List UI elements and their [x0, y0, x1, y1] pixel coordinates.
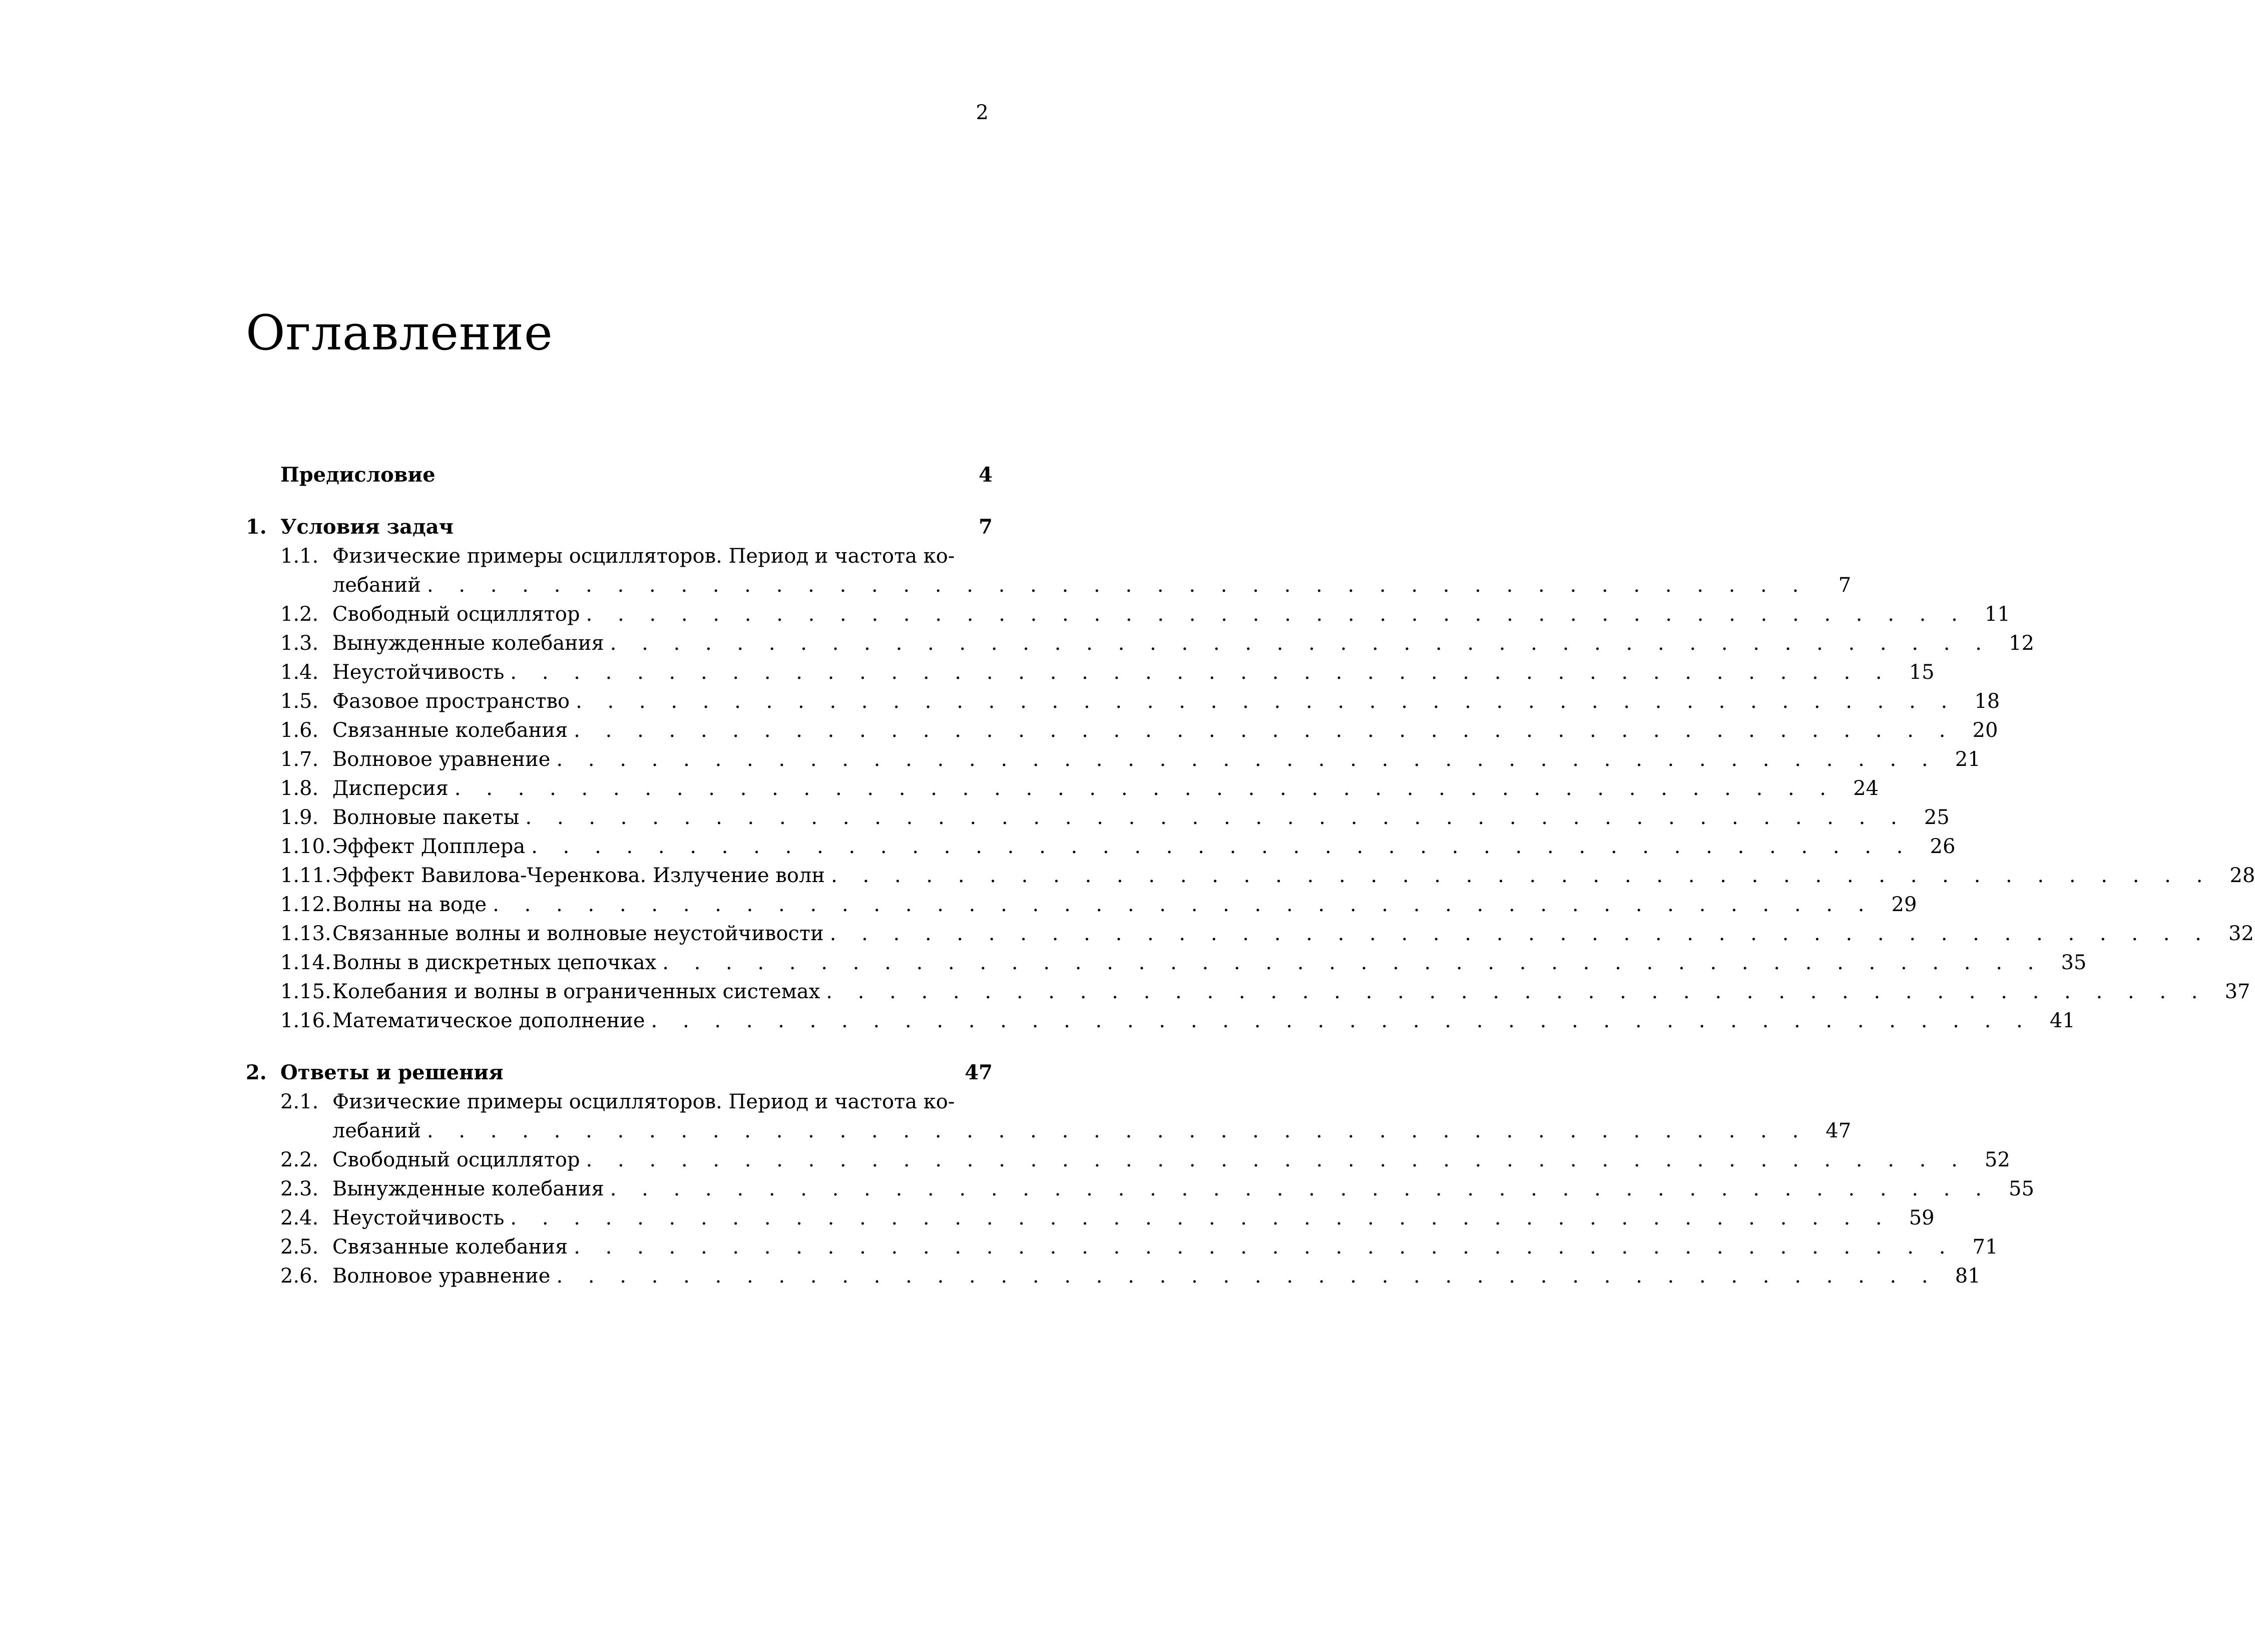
toc-entry[interactable] — [246, 542, 1852, 600]
toc-entry[interactable] — [246, 861, 2255, 890]
section-title: Волновое уравнение — [332, 1265, 551, 1288]
section-title: Эффект Допплера — [332, 835, 526, 858]
section-page: 11 — [1984, 603, 2010, 626]
section-number: 1.13. — [280, 922, 331, 945]
section-number: 2.6. — [280, 1265, 319, 1288]
dot-leader: . . . . . . . . . . . . . . . . . . . . . . . . . . . . . . . . . . . . . . . . . . . . — [531, 835, 1913, 858]
section-title: Колебания и волны в ограниченных системах — [332, 980, 820, 1003]
page-number: 2 — [976, 101, 989, 124]
section-page: 81 — [1955, 1265, 1981, 1288]
chapter-number: 1. — [246, 515, 267, 539]
chapter-number: 2. — [246, 1061, 267, 1084]
section-number: 1.14. — [280, 951, 331, 974]
dot-leader: . . . . . . . . . . . . . . . . . . . . . . . . . . . . . . . . . . . . . . . . . . . . — [427, 1119, 1809, 1142]
section-title: Связанные колебания — [332, 1235, 568, 1259]
section-page: 18 — [1974, 690, 2000, 713]
dot-leader: . . . . . . . . . . . . . . . . . . . . . . . . . . . . . . . . . . . . . . . . . . . . — [576, 690, 1957, 713]
dot-leader: . . . . . . . . . . . . . . . . . . . . . . . . . . . . . . . . . . . . . . . . . . . . — [574, 719, 1955, 742]
section-title: Неустойчивость — [332, 1206, 505, 1229]
toc-entry[interactable] — [246, 658, 1935, 687]
dot-leader: . . . . . . . . . . . . . . . . . . . . . . . . . . . . . . . . . . . . . . . . . . . . — [586, 1148, 1967, 1171]
section-number: 1.12. — [280, 893, 331, 916]
chapter-page: 7 — [979, 515, 993, 539]
toc-entry[interactable] — [246, 890, 1917, 919]
toc-entry[interactable] — [246, 600, 2010, 629]
section-title: Неустойчивость — [332, 661, 505, 684]
section-number: 1.8. — [280, 777, 319, 800]
section-number: 2.2. — [280, 1148, 319, 1171]
section-page: 71 — [1972, 1235, 1998, 1259]
dot-leader: . . . . . . . . . . . . . . . . . . . . . . . . . . . . . . . . . . . . . . . . . . . . — [427, 574, 1809, 597]
section-number: 1.9. — [280, 806, 319, 829]
section-page: 7 — [1838, 574, 1852, 597]
section-title: Свободный осциллятор — [332, 603, 580, 626]
toc-entry[interactable] — [246, 687, 2000, 716]
section-number: 1.7. — [280, 748, 319, 771]
toc-entry[interactable] — [246, 716, 1998, 745]
section-title: Связанные волны и волновые неустойчивости — [332, 922, 824, 945]
section-number: 1.10. — [280, 835, 331, 858]
dot-leader: . . . . . . . . . . . . . . . . . . . . . . . . . . . . . . . . . . . . . . . . . . . . — [574, 1235, 1955, 1259]
dot-leader: . . . . . . . . . . . . . . . . . . . . . . . . . . . . . . . . . . . . . . . . . . . . — [610, 1177, 1991, 1200]
dot-leader: . . . . . . . . . . . . . . . . . . . . . . . . . . . . . . . . . . . . . . . . . . . . — [493, 893, 1874, 916]
section-title: Волновые пакеты — [332, 806, 520, 829]
toc-entry[interactable] — [246, 1232, 1998, 1262]
section-number: 2.4. — [280, 1206, 319, 1229]
section-number: 1.15. — [280, 980, 331, 1003]
section-title: Физические примеры осцилляторов. Период и частота ко- — [332, 545, 955, 568]
section-title: Волны в дискретных цепочках — [332, 951, 657, 974]
section-title-continuation: лебаний — [332, 1119, 421, 1142]
section-title: Свободный осциллятор — [332, 1148, 580, 1171]
section-page: 52 — [1984, 1148, 2010, 1171]
table-of-contents — [246, 461, 2255, 1291]
dot-leader: . . . . . . . . . . . . . . . . . . . . . . . . . . . . . . . . . . . . . . . . . . . . — [826, 980, 2207, 1003]
toc-entry[interactable] — [246, 629, 2034, 658]
section-number: 1.11. — [280, 864, 331, 887]
toc-entry[interactable] — [246, 1262, 1981, 1291]
toc-chapter-2[interactable] — [246, 1058, 993, 1087]
section-number: 2.3. — [280, 1177, 319, 1200]
section-page: 55 — [2009, 1177, 2034, 1200]
dot-leader: . . . . . . . . . . . . . . . . . . . . . . . . . . . . . . . . . . . . . . . . . . . . — [454, 777, 1836, 800]
toc-entry[interactable] — [246, 1087, 1852, 1145]
section-page: 21 — [1955, 748, 1981, 771]
dot-leader: . . . . . . . . . . . . . . . . . . . . . . . . . . . . . . . . . . . . . . . . . . . . — [831, 864, 2212, 887]
chapter-page: 47 — [965, 1061, 993, 1084]
section-page: 25 — [1924, 806, 1950, 829]
section-title: Связанные колебания — [332, 719, 568, 742]
section-title: Физические примеры осцилляторов. Период и частота ко- — [332, 1090, 955, 1113]
section-number: 2.5. — [280, 1235, 319, 1259]
section-title: Фазовое пространство — [332, 690, 570, 713]
toc-entry[interactable] — [246, 1006, 2075, 1035]
dot-leader: . . . . . . . . . . . . . . . . . . . . . . . . . . . . . . . . . . . . . . . . . . . . — [556, 1265, 1938, 1288]
toc-entry[interactable] — [246, 1174, 2034, 1203]
toc-chapter-1[interactable] — [246, 513, 993, 542]
toc-entry[interactable] — [246, 774, 1879, 803]
toc-entry-page: 4 — [979, 463, 993, 487]
section-page: 24 — [1853, 777, 1879, 800]
toc-entry[interactable] — [246, 977, 2250, 1006]
section-number: 1.1. — [280, 545, 319, 568]
dot-leader: . . . . . . . . . . . . . . . . . . . . . . . . . . . . . . . . . . . . . . . . . . . . — [651, 1009, 2032, 1032]
section-page: 12 — [2009, 632, 2034, 655]
section-page: 32 — [2228, 922, 2254, 945]
toc-entry[interactable] — [246, 803, 1950, 832]
section-title: Математическое дополнение — [332, 1009, 645, 1032]
section-number: 1.2. — [280, 603, 319, 626]
dot-leader: . . . . . . . . . . . . . . . . . . . . . . . . . . . . . . . . . . . . . . . . . . . . — [510, 1206, 1892, 1229]
dot-leader: . . . . . . . . . . . . . . . . . . . . . . . . . . . . . . . . . . . . . . . . . . . . — [556, 748, 1938, 771]
toc-entry[interactable] — [246, 1203, 1935, 1232]
dot-leader: . . . . . . . . . . . . . . . . . . . . . . . . . . . . . . . . . . . . . . . . . . . . — [586, 603, 1967, 626]
section-page: 35 — [2061, 951, 2087, 974]
section-page: 37 — [2224, 980, 2250, 1003]
section-number: 1.6. — [280, 719, 319, 742]
toc-entry[interactable] — [246, 919, 2254, 948]
dot-leader: . . . . . . . . . . . . . . . . . . . . . . . . . . . . . . . . . . . . . . . . . . . . — [610, 632, 1991, 655]
section-page: 59 — [1909, 1206, 1935, 1229]
section-page: 47 — [1826, 1119, 1852, 1142]
dot-leader: . . . . . . . . . . . . . . . . . . . . . . . . . . . . . . . . . . . . . . . . . . . . — [829, 922, 2211, 945]
toc-entry[interactable] — [246, 1145, 2010, 1174]
dot-leader: . . . . . . . . . . . . . . . . . . . . . . . . . . . . . . . . . . . . . . . . . . . . — [510, 661, 1892, 684]
chapter-title: Условия задач — [280, 515, 454, 539]
section-title: Дисперсия — [332, 777, 448, 800]
toc-title: Оглавление — [246, 305, 553, 361]
toc-entry[interactable] — [246, 745, 1981, 774]
toc-entry[interactable] — [246, 832, 1956, 861]
section-title-continuation: лебаний — [332, 574, 421, 597]
section-number: 1.4. — [280, 661, 319, 684]
toc-entry[interactable] — [246, 948, 2087, 977]
section-page: 26 — [1930, 835, 1956, 858]
section-page: 20 — [1972, 719, 1998, 742]
section-title: Волновое уравнение — [332, 748, 551, 771]
chapter-title: Ответы и решения — [280, 1061, 504, 1084]
toc-entry-preface[interactable] — [246, 461, 993, 490]
dot-leader: . . . . . . . . . . . . . . . . . . . . . . . . . . . . . . . . . . . . . . . . . . . . — [525, 806, 1907, 829]
section-number: 1.3. — [280, 632, 319, 655]
section-page: 28 — [2229, 864, 2255, 887]
section-title: Волны на воде — [332, 893, 487, 916]
section-page: 41 — [2049, 1009, 2075, 1032]
section-title: Вынужденные колебания — [332, 632, 604, 655]
section-number: 2.1. — [280, 1090, 319, 1113]
section-title: Вынужденные колебания — [332, 1177, 604, 1200]
section-page: 29 — [1891, 893, 1917, 916]
section-page: 15 — [1909, 661, 1935, 684]
section-title: Эффект Вавилова-Черенкова. Излучение волн — [332, 864, 825, 887]
section-number: 1.5. — [280, 690, 319, 713]
section-number: 1.16. — [280, 1009, 331, 1032]
dot-leader: . . . . . . . . . . . . . . . . . . . . . . . . . . . . . . . . . . . . . . . . . . . . — [662, 951, 2044, 974]
toc-entry-title: Предисловие — [280, 463, 435, 487]
